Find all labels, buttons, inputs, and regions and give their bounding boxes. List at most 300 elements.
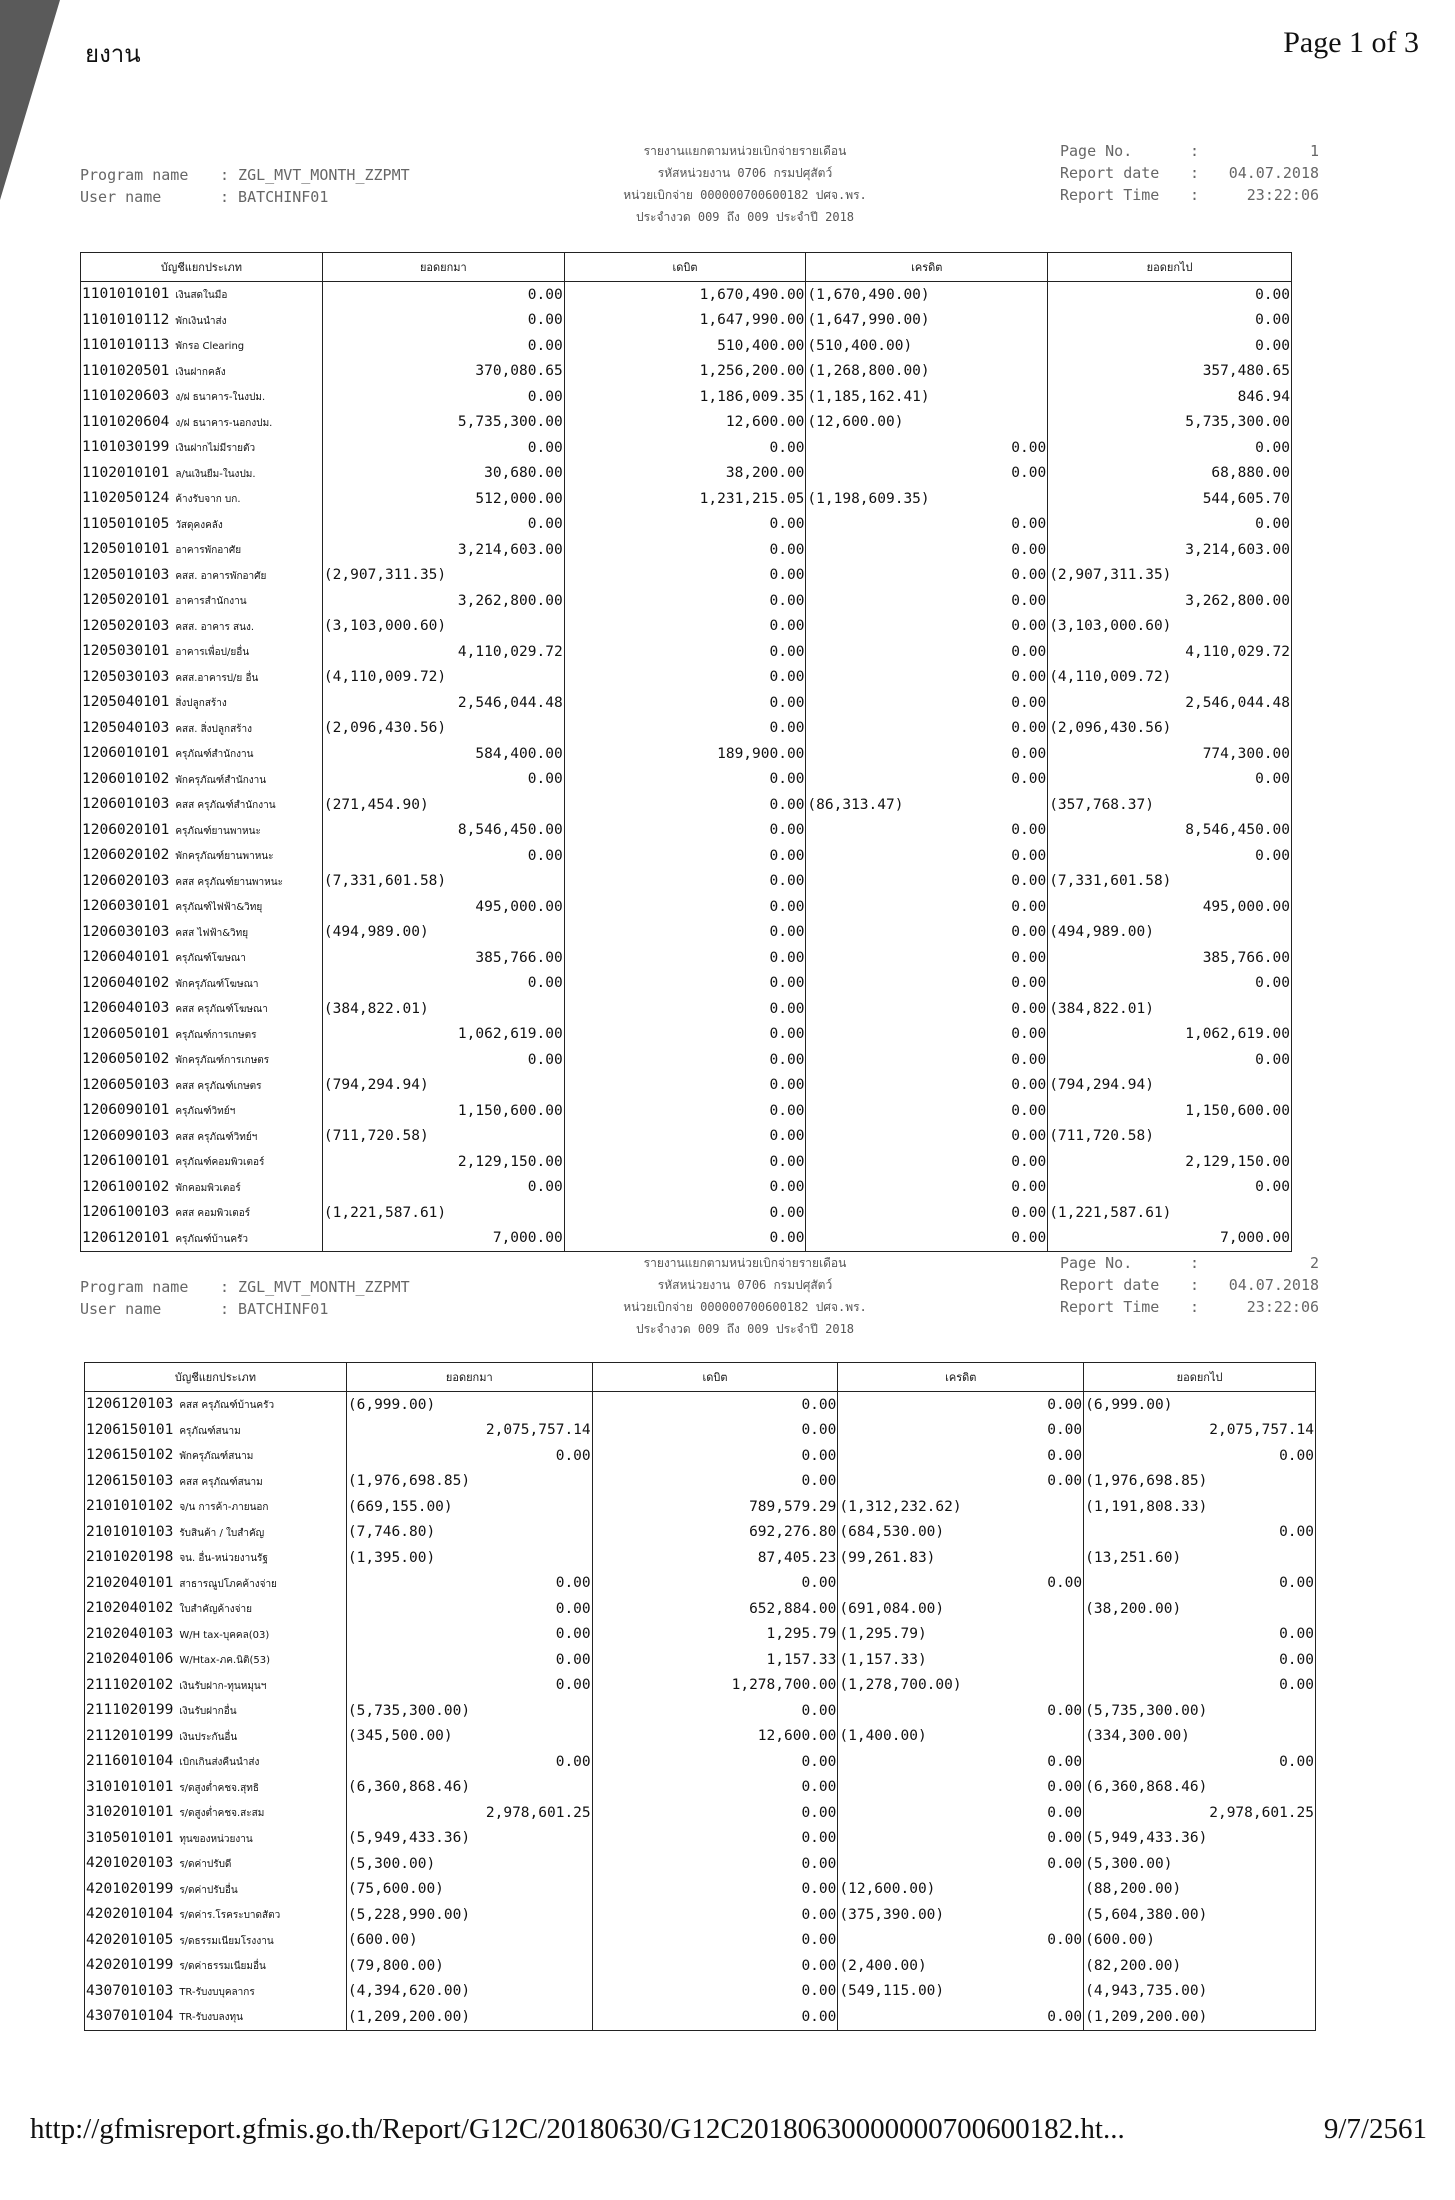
credit-amount: 0.00 <box>838 1928 1084 1954</box>
debit-amount: 12,600.00 <box>592 1724 838 1750</box>
opening-balance: (5,228,990.00) <box>346 1902 592 1928</box>
account-cell <box>85 1928 347 1954</box>
closing-balance: (4,110,009.72) <box>1048 665 1292 691</box>
closing-balance: (357,768.37) <box>1048 792 1292 818</box>
opening-balance: (1,976,698.85) <box>346 1469 592 1495</box>
account-cell <box>81 741 323 767</box>
account-name: พักคอมพิวเตอร์ <box>175 1182 241 1194</box>
credit-amount: 0.00 <box>838 1851 1084 1877</box>
closing-balance: (5,949,433.36) <box>1084 1826 1316 1852</box>
account-code: 1206120101 <box>82 1229 170 1246</box>
opening-balance: 0.00 <box>346 1443 592 1469</box>
closing-balance: 385,766.00 <box>1048 945 1292 971</box>
closing-balance: 0.00 <box>1048 435 1292 461</box>
account-code: 1206050103 <box>82 1076 170 1093</box>
closing-balance: 0.00 <box>1048 333 1292 359</box>
credit-amount: 0.00 <box>806 1073 1048 1099</box>
account-code: 2102040103 <box>86 1625 174 1642</box>
report-unit: หน่วยเบิกจ่าย 000000700600182 ปศจ.พร. <box>623 1300 867 1314</box>
debit-amount: 0.00 <box>564 1073 806 1099</box>
credit-amount: (86,313.47) <box>806 792 1048 818</box>
page-no-value: 1 <box>1310 142 1320 160</box>
account-name: ร/ดค่าปรับดี <box>179 1859 232 1871</box>
opening-balance: (2,907,311.35) <box>322 563 564 589</box>
debit-amount: 0.00 <box>592 1851 838 1877</box>
debit-amount: 0.00 <box>564 639 806 665</box>
table-row <box>81 512 1292 538</box>
table-row <box>81 843 1292 869</box>
table-row <box>85 1851 1316 1877</box>
report-title: รายงานแยกตามหน่วยเบิกจ่ายรายเดือน <box>643 144 847 158</box>
table-row <box>81 869 1292 895</box>
credit-amount: 0.00 <box>806 996 1048 1022</box>
account-name: ครุภัณฑ์สนาม <box>179 1425 241 1437</box>
program-label: Program name <box>80 1278 189 1296</box>
account-code: 2102040102 <box>86 1600 174 1617</box>
table-row <box>85 1775 1316 1801</box>
account-code: 1205010103 <box>82 566 170 583</box>
account-name: ครุภัณฑ์สำนักงาน <box>175 749 254 761</box>
account-code: 1205030101 <box>82 643 170 660</box>
account-code: 1205020103 <box>82 617 170 634</box>
opening-balance: (5,300.00) <box>346 1851 592 1877</box>
credit-amount: 0.00 <box>838 2004 1084 2030</box>
account-name: คสส ครุภัณฑ์สำนักงาน <box>175 800 276 812</box>
closing-balance: (334,300.00) <box>1084 1724 1316 1750</box>
opening-balance: (494,989.00) <box>322 920 564 946</box>
report-time-value: 23:22:06 <box>1246 186 1320 204</box>
closing-balance: 3,262,800.00 <box>1048 588 1292 614</box>
credit-amount: (1,185,162.41) <box>806 384 1048 410</box>
table-row <box>81 588 1292 614</box>
opening-balance: (5,949,433.36) <box>346 1826 592 1852</box>
opening-balance: 8,546,450.00 <box>322 818 564 844</box>
debit-amount: 87,405.23 <box>592 1545 838 1571</box>
account-cell <box>81 1175 323 1201</box>
col-header-closing: ยอดยกไป <box>1048 253 1292 282</box>
account-cell <box>81 614 323 640</box>
account-cell <box>85 1494 347 1520</box>
credit-amount: 0.00 <box>806 1098 1048 1124</box>
table-row <box>85 1571 1316 1597</box>
account-code: 3105010101 <box>86 1829 174 1846</box>
account-name: พักรอ Clearing <box>175 341 245 353</box>
credit-amount: 0.00 <box>806 1175 1048 1201</box>
opening-balance: 1,150,600.00 <box>322 1098 564 1124</box>
program-value: : ZGL_MVT_MONTH_ZZPMT <box>220 166 410 184</box>
credit-amount: 0.00 <box>806 537 1048 563</box>
report-agency: รหัสหน่วยงาน 0706 กรมปศุสัตว์ <box>657 166 833 180</box>
page-corner-shadow <box>0 0 60 200</box>
account-cell <box>81 461 323 487</box>
closing-balance: 0.00 <box>1084 1749 1316 1775</box>
closing-balance: (2,096,430.56) <box>1048 716 1292 742</box>
credit-amount: 0.00 <box>838 1775 1084 1801</box>
credit-amount: 0.00 <box>806 1022 1048 1048</box>
closing-balance: 68,880.00 <box>1048 461 1292 487</box>
opening-balance: (4,110,009.72) <box>322 665 564 691</box>
opening-balance: 0.00 <box>322 767 564 793</box>
credit-amount: (1,312,232.62) <box>838 1494 1084 1520</box>
account-cell <box>81 563 323 589</box>
credit-amount: 0.00 <box>806 1226 1048 1252</box>
account-name: คสส ครุภัณฑ์ยานพาหนะ <box>175 876 283 888</box>
account-code: 1101010113 <box>82 337 170 354</box>
table-row <box>81 894 1292 920</box>
account-cell <box>81 410 323 436</box>
opening-balance: 0.00 <box>322 512 564 538</box>
account-cell <box>81 996 323 1022</box>
credit-amount: (691,084.00) <box>838 1596 1084 1622</box>
opening-balance: 0.00 <box>346 1749 592 1775</box>
page-no-label: Page No. <box>1060 142 1133 160</box>
debit-amount: 0.00 <box>592 1418 838 1444</box>
credit-amount: 0.00 <box>806 588 1048 614</box>
credit-amount: (549,115.00) <box>838 1979 1084 2005</box>
credit-amount: 0.00 <box>838 1826 1084 1852</box>
table-row <box>81 1073 1292 1099</box>
report-unit: หน่วยเบิกจ่าย 000000700600182 ปศจ.พร. <box>623 188 867 202</box>
debit-amount: 0.00 <box>592 1749 838 1775</box>
account-cell <box>81 1098 323 1124</box>
closing-balance: (494,989.00) <box>1048 920 1292 946</box>
debit-amount: 0.00 <box>564 614 806 640</box>
closing-balance: 495,000.00 <box>1048 894 1292 920</box>
credit-amount: 0.00 <box>838 1392 1084 1418</box>
table-row <box>85 1443 1316 1469</box>
user-value: : BATCHINF01 <box>220 188 329 206</box>
table-row <box>81 690 1292 716</box>
table-row <box>81 665 1292 691</box>
account-code: 2101010103 <box>86 1523 174 1540</box>
debit-amount: 0.00 <box>592 1826 838 1852</box>
debit-amount: 0.00 <box>592 1877 838 1903</box>
account-code: 1206100102 <box>82 1178 170 1195</box>
closing-balance: 1,062,619.00 <box>1048 1022 1292 1048</box>
account-name: ร/ดค่าธรรมเนียมอื่น <box>179 1961 266 1973</box>
table-row <box>81 614 1292 640</box>
table-row <box>85 1520 1316 1546</box>
account-cell <box>85 1851 347 1877</box>
debit-amount: 0.00 <box>592 1443 838 1469</box>
opening-balance: 0.00 <box>322 1047 564 1073</box>
account-cell <box>81 716 323 742</box>
account-cell <box>81 767 323 793</box>
closing-balance: 0.00 <box>1048 767 1292 793</box>
opening-balance: 0.00 <box>322 435 564 461</box>
account-name: ครุภัณฑ์การเกษตร <box>175 1029 257 1041</box>
account-name: คสส คอมพิวเตอร์ <box>175 1208 251 1220</box>
table-row <box>85 1392 1316 1418</box>
account-cell <box>81 282 323 308</box>
col-header-credit: เครดิต <box>838 1363 1084 1392</box>
report-date-label: Report date <box>1060 164 1160 182</box>
credit-amount: (1,278,700.00) <box>838 1673 1084 1699</box>
opening-balance: (5,735,300.00) <box>346 1698 592 1724</box>
account-code: 2102040101 <box>86 1574 174 1591</box>
footer-date: 9/7/2561 <box>1323 2113 1427 2145</box>
closing-balance: 0.00 <box>1048 971 1292 997</box>
debit-amount: 0.00 <box>592 1979 838 2005</box>
debit-amount: 0.00 <box>564 792 806 818</box>
account-name: เงินฝากไม่มีรายตัว <box>175 443 256 455</box>
closing-balance: (88,200.00) <box>1084 1877 1316 1903</box>
account-name: คสส ครุภัณฑ์วิทย์ฯ <box>175 1131 258 1143</box>
account-name: เงินสดในมือ <box>175 290 228 302</box>
account-cell <box>85 1877 347 1903</box>
table-row <box>85 1979 1316 2005</box>
browser-title: ยงาน <box>85 40 141 68</box>
report-time-label: Report Time <box>1060 1298 1160 1316</box>
table-row <box>81 792 1292 818</box>
credit-amount: 0.00 <box>806 435 1048 461</box>
account-code: 1101010112 <box>82 311 170 328</box>
account-code: 3101010101 <box>86 1778 174 1795</box>
debit-amount: 12,600.00 <box>564 410 806 436</box>
debit-amount: 38,200.00 <box>564 461 806 487</box>
debit-amount: 0.00 <box>564 690 806 716</box>
account-code: 1206100101 <box>82 1153 170 1170</box>
account-code: 1101020501 <box>82 362 170 379</box>
report-agency: รหัสหน่วยงาน 0706 กรมปศุสัตว์ <box>657 1278 833 1292</box>
debit-amount: 510,400.00 <box>564 333 806 359</box>
credit-amount: 0.00 <box>838 1698 1084 1724</box>
credit-amount: (1,400.00) <box>838 1724 1084 1750</box>
closing-balance: 544,605.70 <box>1048 486 1292 512</box>
account-code: 1205010101 <box>82 541 170 558</box>
account-code: 1206150102 <box>86 1447 174 1464</box>
account-cell <box>85 1469 347 1495</box>
debit-amount: 0.00 <box>564 1124 806 1150</box>
credit-amount: 0.00 <box>806 767 1048 793</box>
table-row <box>81 1124 1292 1150</box>
closing-balance: 2,075,757.14 <box>1084 1418 1316 1444</box>
account-name: ครุภัณฑ์วิทย์ฯ <box>175 1106 236 1118</box>
table-row <box>85 1494 1316 1520</box>
opening-balance: 3,214,603.00 <box>322 537 564 563</box>
table-row <box>85 1647 1316 1673</box>
credit-amount: 0.00 <box>806 1124 1048 1150</box>
account-code: 1206040103 <box>82 1000 170 1017</box>
table-row <box>81 945 1292 971</box>
table-row <box>85 1800 1316 1826</box>
table-row <box>85 1724 1316 1750</box>
account-name: ร/ดธรรมเนียมโรงงาน <box>179 1935 274 1947</box>
closing-balance: (711,720.58) <box>1048 1124 1292 1150</box>
credit-amount: (375,390.00) <box>838 1902 1084 1928</box>
closing-balance: 0.00 <box>1084 1571 1316 1597</box>
debit-amount: 0.00 <box>564 920 806 946</box>
account-cell <box>85 1775 347 1801</box>
opening-balance: (2,096,430.56) <box>322 716 564 742</box>
opening-balance: 4,110,029.72 <box>322 639 564 665</box>
account-name: พักครุภัณฑ์ยานพาหนะ <box>175 851 274 863</box>
credit-amount: 0.00 <box>806 741 1048 767</box>
closing-balance: (1,209,200.00) <box>1084 2004 1316 2030</box>
report-period: ประจำงวด 009 ถึง 009 ประจำปี 2018 <box>635 1322 855 1336</box>
account-cell <box>85 1418 347 1444</box>
account-code: 1101020604 <box>82 413 170 430</box>
closing-balance: (6,999.00) <box>1084 1392 1316 1418</box>
debit-amount: 1,231,215.05 <box>564 486 806 512</box>
account-cell <box>85 1826 347 1852</box>
credit-amount: 0.00 <box>806 639 1048 665</box>
closing-balance: (794,294.94) <box>1048 1073 1292 1099</box>
account-cell <box>85 1520 347 1546</box>
account-code: 1206020103 <box>82 872 170 889</box>
account-code: 1206030101 <box>82 898 170 915</box>
account-code: 2116010104 <box>86 1753 174 1770</box>
opening-balance: (7,331,601.58) <box>322 869 564 895</box>
opening-balance: 512,000.00 <box>322 486 564 512</box>
opening-balance: 0.00 <box>322 333 564 359</box>
credit-amount: 0.00 <box>806 894 1048 920</box>
debit-amount: 0.00 <box>564 563 806 589</box>
closing-balance: 0.00 <box>1084 1520 1316 1546</box>
debit-amount: 0.00 <box>564 435 806 461</box>
closing-balance: (384,822.01) <box>1048 996 1292 1022</box>
account-cell <box>85 1596 347 1622</box>
account-code: 2102040106 <box>86 1651 174 1668</box>
user-label: User name <box>80 1300 162 1318</box>
account-name: พักครุภัณฑ์การเกษตร <box>175 1055 270 1067</box>
opening-balance: 7,000.00 <box>322 1226 564 1252</box>
account-code: 1206050102 <box>82 1051 170 1068</box>
debit-amount: 1,670,490.00 <box>564 282 806 308</box>
opening-balance: (384,822.01) <box>322 996 564 1022</box>
table-row <box>85 1749 1316 1775</box>
account-code: 1206020101 <box>82 821 170 838</box>
opening-balance: 0.00 <box>346 1622 592 1648</box>
credit-amount: 0.00 <box>806 945 1048 971</box>
credit-amount: 0.00 <box>838 1571 1084 1597</box>
account-name: TR-รับงบลงทุน <box>179 2012 243 2024</box>
table-row <box>81 767 1292 793</box>
account-name: ค้างรับจาก บก. <box>175 494 241 506</box>
table-row <box>85 1953 1316 1979</box>
account-code: 1101010101 <box>82 286 170 303</box>
opening-balance: (711,720.58) <box>322 1124 564 1150</box>
credit-amount: 0.00 <box>806 614 1048 640</box>
debit-amount: 0.00 <box>592 1392 838 1418</box>
closing-balance: (3,103,000.60) <box>1048 614 1292 640</box>
account-name: เงินประกันอื่น <box>179 1731 238 1743</box>
account-cell <box>81 792 323 818</box>
closing-balance: 0.00 <box>1048 1175 1292 1201</box>
account-name: ง/ฝ ธนาคาร-ในงปม. <box>175 392 266 404</box>
account-cell <box>85 1673 347 1699</box>
table-row <box>81 1098 1292 1124</box>
debit-amount: 1,295.79 <box>592 1622 838 1648</box>
account-code: 4202010199 <box>86 1957 174 1974</box>
account-cell <box>81 1073 323 1099</box>
opening-balance: 0.00 <box>322 843 564 869</box>
opening-balance: (1,395.00) <box>346 1545 592 1571</box>
table-row <box>85 2004 1316 2030</box>
opening-balance: (669,155.00) <box>346 1494 592 1520</box>
debit-amount: 789,579.29 <box>592 1494 838 1520</box>
account-name: ครุภัณฑ์ยานพาหนะ <box>175 825 261 837</box>
account-code: 1206050101 <box>82 1025 170 1042</box>
table-row <box>85 1469 1316 1495</box>
closing-balance: 0.00 <box>1084 1622 1316 1648</box>
opening-balance: (600.00) <box>346 1928 592 1954</box>
table-row <box>81 1022 1292 1048</box>
debit-amount: 0.00 <box>564 1175 806 1201</box>
closing-balance: 0.00 <box>1048 308 1292 334</box>
account-code: 2111020102 <box>86 1676 174 1693</box>
closing-balance: (82,200.00) <box>1084 1953 1316 1979</box>
debit-amount: 0.00 <box>592 1902 838 1928</box>
account-name: คสส. อาคารพักอาศัย <box>175 570 267 582</box>
opening-balance: 495,000.00 <box>322 894 564 920</box>
account-cell <box>81 486 323 512</box>
debit-amount: 0.00 <box>592 1698 838 1724</box>
account-name: ร/ดสูงต่ำคชจ.สุทธิ <box>179 1782 259 1794</box>
account-code: 1206010103 <box>82 796 170 813</box>
opening-balance: (6,999.00) <box>346 1392 592 1418</box>
table-row <box>81 818 1292 844</box>
debit-amount: 0.00 <box>564 1200 806 1226</box>
account-name: ร/ดสูงต่ำคชจ.สะสม <box>179 1808 265 1820</box>
opening-balance: 0.00 <box>322 384 564 410</box>
debit-amount: 0.00 <box>564 996 806 1022</box>
debit-amount: 0.00 <box>564 945 806 971</box>
footer-url: http://gfmisreport.gfmis.go.th/Report/G12C/20180630/G12C20180630000000700600182.ht... <box>30 2113 1125 2145</box>
table-row <box>81 384 1292 410</box>
opening-balance: (345,500.00) <box>346 1724 592 1750</box>
account-cell <box>81 1200 323 1226</box>
credit-amount: (1,295.79) <box>838 1622 1084 1648</box>
debit-amount: 0.00 <box>564 588 806 614</box>
opening-balance: 2,978,601.25 <box>346 1800 592 1826</box>
debit-amount: 0.00 <box>564 665 806 691</box>
account-cell <box>85 2004 347 2030</box>
account-name: เงินฝากคลัง <box>175 366 226 378</box>
credit-amount: 0.00 <box>838 1443 1084 1469</box>
account-cell <box>85 1647 347 1673</box>
credit-amount: (1,157.33) <box>838 1647 1084 1673</box>
credit-amount: 0.00 <box>806 1200 1048 1226</box>
closing-balance: 2,129,150.00 <box>1048 1149 1292 1175</box>
debit-amount: 0.00 <box>564 1047 806 1073</box>
credit-amount: 0.00 <box>806 843 1048 869</box>
account-name: W/H tax-บุคคล(03) <box>179 1629 270 1641</box>
account-cell <box>81 665 323 691</box>
account-name: W/Htax-ภค.นิติ(53) <box>179 1655 270 1667</box>
table-row <box>85 1622 1316 1648</box>
account-name: ครุภัณฑ์โฆษณา <box>175 953 246 965</box>
debit-amount: 652,884.00 <box>592 1596 838 1622</box>
closing-balance: (7,331,601.58) <box>1048 869 1292 895</box>
account-cell <box>85 1392 347 1418</box>
credit-amount: 0.00 <box>806 1047 1048 1073</box>
opening-balance: 584,400.00 <box>322 741 564 767</box>
credit-amount: 0.00 <box>806 869 1048 895</box>
account-name: ร/ดค่าร.โรคระบาดสัตว <box>179 1910 281 1922</box>
account-name: ทุนของหน่วยงาน <box>179 1833 253 1845</box>
table-row <box>81 1149 1292 1175</box>
account-cell <box>81 869 323 895</box>
closing-balance: 1,150,600.00 <box>1048 1098 1292 1124</box>
account-code: 4307010104 <box>86 2008 174 2025</box>
closing-balance: (6,360,868.46) <box>1084 1775 1316 1801</box>
account-cell <box>81 537 323 563</box>
account-name: ครุภัณฑ์ไฟฟ้า&วิทยุ <box>175 902 263 914</box>
closing-balance: (600.00) <box>1084 1928 1316 1954</box>
account-cell <box>85 1443 347 1469</box>
table-row <box>81 971 1292 997</box>
